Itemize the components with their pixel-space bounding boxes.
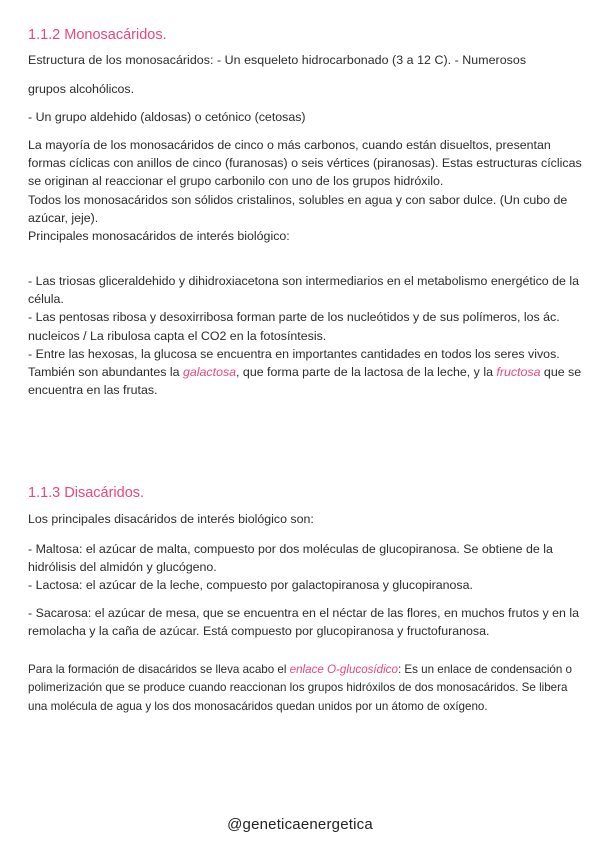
list-item-sacarosa: - Sacarosa: el azúcar de mesa, que se encuentra en el néctar de las flores, en muchos frutos y en la remolacha y la caña de azúcar. Está compuesto por glucopiranosa y fructofuranosa. xyxy=(28,606,579,639)
structure-line: Estructura de los monosacáridos: - Un esqueleto hidrocarbonado (3 a 12 C). - Numerosos xyxy=(28,53,527,67)
list-item-hexosas: - Entre las hexosas, la glucosa se encuentra en importantes cantidades en todos los seres vivos. También son abundantes la galactosa, que forma parte de la lactosa de la leche, y la fructosa que se encuentra en las frutas. xyxy=(28,346,582,398)
section-heading-monosacaridos: 1.1.2 Monosacáridos. xyxy=(28,27,167,43)
disacaridos-intro: Los principales disacáridos de interés biológico son: xyxy=(28,512,314,526)
monosacaridos-list xyxy=(28,272,584,399)
list-item-maltosa: - Maltosa: el azúcar de malta, compuesto por dos moléculas de glucopiranosa. Se obtiene de la hidrólisis del almidón y glucógeno. xyxy=(28,542,553,575)
highlight-enlace-o-glucosidico: enlace O-glucosídico xyxy=(289,663,398,676)
list-item-triosas: - Las triosas gliceraldehido y dihidroxiacetona son intermediarios en el metabolismo energético de la célula. xyxy=(28,274,579,307)
monosacaridos-body xyxy=(28,136,584,245)
paragraph-enlace: Para la formación de disacáridos se lleva acabo el enlace O-glucosídico: Es un enlace de condensación o polimerización que se produce cuando reaccionan los grupos hidróxilos de dos monosacáridos. Se libera una molécula de agua y los dos monosacáridos quedan unidos por un átomo de oxígeno. xyxy=(28,663,572,713)
paragraph-cyclic-forms: La mayoría de los monosacáridos de cinco o más carbonos, cuando están disueltos, presentan formas cíclicas con anillos de cinco (furanosas) o seis vértices (piranosas). Estas estructuras cíclicas se originan al reaccionar el grupo carbonilo con uno de los grupos hidróxilo. xyxy=(28,138,582,189)
highlight-fructosa: fructosa xyxy=(496,365,541,380)
disacaridos-list xyxy=(28,540,584,595)
footer-handle: @geneticaenergetica xyxy=(227,816,373,833)
list-item-lactosa: - Lactosa: el azúcar de la leche, compuesto por galactopiranosa y glucopiranosa. xyxy=(28,578,473,593)
paragraph-properties: Todos los monosacáridos son sólidos cristalinos, solubles en agua y con sabor dulce. (Un cubo de azúcar, jeje). xyxy=(28,192,568,225)
structure-bullet: - Un grupo aldehido (aldosas) o cetónico (cetosas) xyxy=(28,110,306,124)
section-heading-disacaridos: 1.1.3 Disacáridos. xyxy=(28,485,145,501)
paragraph-principales: Principales monosacáridos de interés biológico: xyxy=(28,229,290,244)
highlight-galactosa: galactosa xyxy=(183,365,237,380)
structure-line-cont: grupos alcohólicos. xyxy=(28,82,135,96)
list-item-pentosas: - Las pentosas ribosa y desoxirribosa forman parte de los nucleótidos y de sus polímeros, los ác. nucleicos / La ribulosa capta el CO2 en la fotosíntesis. xyxy=(28,310,560,343)
